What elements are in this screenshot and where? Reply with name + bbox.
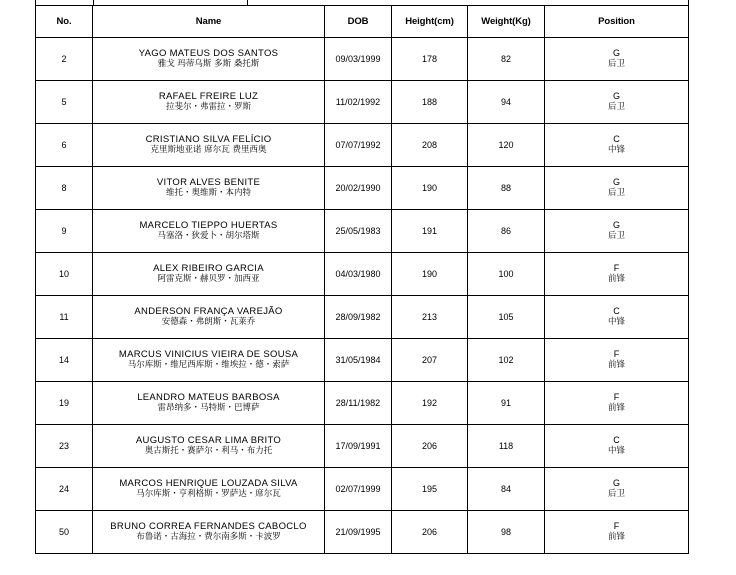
player-name [93,382,325,425]
player-name-chinese: 马尔库斯・亨利格斯・罗萨达・席尔瓦 [136,489,281,499]
player-name-chinese: 阿雷克斯・赫贝罗・加西亚 [157,274,260,284]
player-name [93,253,325,296]
player-name-latin: RAFAEL FREIRE LUZ [158,91,259,102]
player-name-latin: LEANDRO MATEUS BARBOSA [137,392,280,403]
player-name-chinese: 拉斐尔・弗雷拉・罗斯 [165,102,251,112]
player-number: 6 [36,124,93,167]
header-position: Position [545,6,689,38]
table-row [36,210,689,253]
player-weight: 84 [468,468,545,511]
player-name-chinese: 布鲁诺・古海拉・费尔南多斯・卡波罗 [136,532,281,542]
player-position [545,124,689,167]
position-chinese: 后卫 [607,489,625,499]
player-position [545,167,689,210]
player-name [93,296,325,339]
player-name [93,511,325,554]
position-code: F [613,392,620,402]
player-height: 213 [392,296,468,339]
player-name-latin: MARCELO TIEPPO HUERTAS [139,220,278,231]
position-chinese: 前锋 [607,274,625,284]
player-height: 195 [392,468,468,511]
player-name [93,339,325,382]
table-row [36,124,689,167]
player-number: 14 [36,339,93,382]
player-name [93,124,325,167]
position-code: C [613,306,620,316]
position-code: F [613,521,620,531]
table-row [36,382,689,425]
position-chinese: 后卫 [607,102,625,112]
player-position [545,339,689,382]
player-height: 190 [392,253,468,296]
player-weight: 118 [468,425,545,468]
position-chinese: 后卫 [607,231,625,241]
player-dob: 21/09/1995 [325,511,392,554]
player-dob: 28/09/1982 [325,296,392,339]
header-weight: Weight(Kg) [468,6,545,38]
position-code: G [612,220,620,230]
position-chinese: 中锋 [607,317,625,327]
player-roster-table [35,5,689,554]
player-name-chinese: 雷昂纳多・马特斯・巴博萨 [157,403,260,413]
player-dob: 28/11/1982 [325,382,392,425]
player-name-latin: MARCUS VINICIUS VIEIRA DE SOUSA [118,349,299,360]
header-row [36,6,689,38]
table-row [36,38,689,81]
player-number: 23 [36,425,93,468]
player-position [545,425,689,468]
table-row [36,296,689,339]
position-code: G [612,48,620,58]
player-dob: 11/02/1992 [325,81,392,124]
player-weight: 91 [468,382,545,425]
position-code: G [612,177,620,187]
player-height: 190 [392,167,468,210]
player-name-latin: YAGO MATEUS DOS SANTOS [138,48,279,59]
player-weight: 86 [468,210,545,253]
player-weight: 120 [468,124,545,167]
player-name-chinese: 马尔库斯・维尼西库斯・维埃拉・德・索萨 [127,360,290,370]
player-weight: 100 [468,253,545,296]
position-code: F [613,349,620,359]
player-weight: 88 [468,167,545,210]
player-name-chinese: 维托・奥维斯・本内特 [165,188,251,198]
player-position [545,382,689,425]
player-name [93,38,325,81]
player-name [93,81,325,124]
player-name [93,425,325,468]
player-name-latin: VITOR ALVES BENITE [156,177,261,188]
table-row [36,253,689,296]
player-height: 206 [392,425,468,468]
player-weight: 98 [468,511,545,554]
player-dob: 25/05/1983 [325,210,392,253]
header-height: Height(cm) [392,6,468,38]
position-chinese: 前锋 [607,360,625,370]
player-name-latin: AUGUSTO CESAR LIMA BRITO [135,435,282,446]
player-name-chinese: 马塞洛・狄爱卜・胡尔塔斯 [157,231,260,241]
player-number: 11 [36,296,93,339]
player-position [545,38,689,81]
player-dob: 20/02/1990 [325,167,392,210]
table-row [36,339,689,382]
player-weight: 94 [468,81,545,124]
player-position [545,511,689,554]
player-position [545,81,689,124]
position-code: G [612,91,620,101]
player-dob: 31/05/1984 [325,339,392,382]
position-code: G [612,478,620,488]
player-dob: 17/09/1991 [325,425,392,468]
player-name-chinese: 安德森・弗朗斯・瓦莱乔 [161,317,256,327]
player-number: 24 [36,468,93,511]
player-height: 178 [392,38,468,81]
table-row [36,425,689,468]
table-row [36,81,689,124]
player-weight: 105 [468,296,545,339]
position-chinese: 中锋 [607,446,625,456]
player-position [545,210,689,253]
header-no: No. [36,6,93,38]
player-name-latin: MARCOS HENRIQUE LOUZADA SILVA [119,478,298,489]
player-height: 208 [392,124,468,167]
header-name: Name [93,6,325,38]
player-number: 10 [36,253,93,296]
player-name [93,468,325,511]
position-chinese: 后卫 [607,188,625,198]
position-code: C [613,435,620,445]
player-number: 50 [36,511,93,554]
player-name [93,167,325,210]
player-dob: 02/07/1999 [325,468,392,511]
player-name-latin: CRISTIANO SILVA FELÍCIO [145,134,272,145]
player-height: 207 [392,339,468,382]
player-height: 206 [392,511,468,554]
position-chinese: 后卫 [607,59,625,69]
table-row [36,468,689,511]
position-chinese: 中锋 [607,145,625,155]
player-position [545,296,689,339]
player-height: 191 [392,210,468,253]
player-name-latin: ANDERSON FRANÇA VAREJÃO [134,306,283,317]
table-row [36,167,689,210]
header-dob: DOB [325,6,392,38]
player-name-chinese: 奥古斯托・赛萨尔・利马・布力托 [144,446,273,456]
player-weight: 82 [468,38,545,81]
player-name [93,210,325,253]
player-height: 192 [392,382,468,425]
player-number: 5 [36,81,93,124]
player-number: 8 [36,167,93,210]
player-number: 2 [36,38,93,81]
player-position [545,468,689,511]
player-number: 9 [36,210,93,253]
player-number: 19 [36,382,93,425]
player-name-latin: BRUNO CORREA FERNANDES CABOCLO [110,521,307,532]
table-row [36,511,689,554]
position-chinese: 前锋 [607,532,625,542]
position-chinese: 前锋 [607,403,625,413]
player-name-chinese: 克里斯地亚诺 席尔瓦 费里西奥 [150,145,267,155]
player-weight: 102 [468,339,545,382]
player-dob: 04/03/1980 [325,253,392,296]
table-header [36,6,689,38]
player-dob: 07/07/1992 [325,124,392,167]
table-body [36,38,689,554]
player-position [545,253,689,296]
player-height: 188 [392,81,468,124]
position-code: F [613,263,620,273]
player-name-latin: ALEX RIBEIRO GARCIA [153,263,264,274]
player-dob: 09/03/1999 [325,38,392,81]
position-code: C [613,134,620,144]
player-name-chinese: 雅戈 玛蒂乌斯 多斯 桑托斯 [157,59,260,69]
